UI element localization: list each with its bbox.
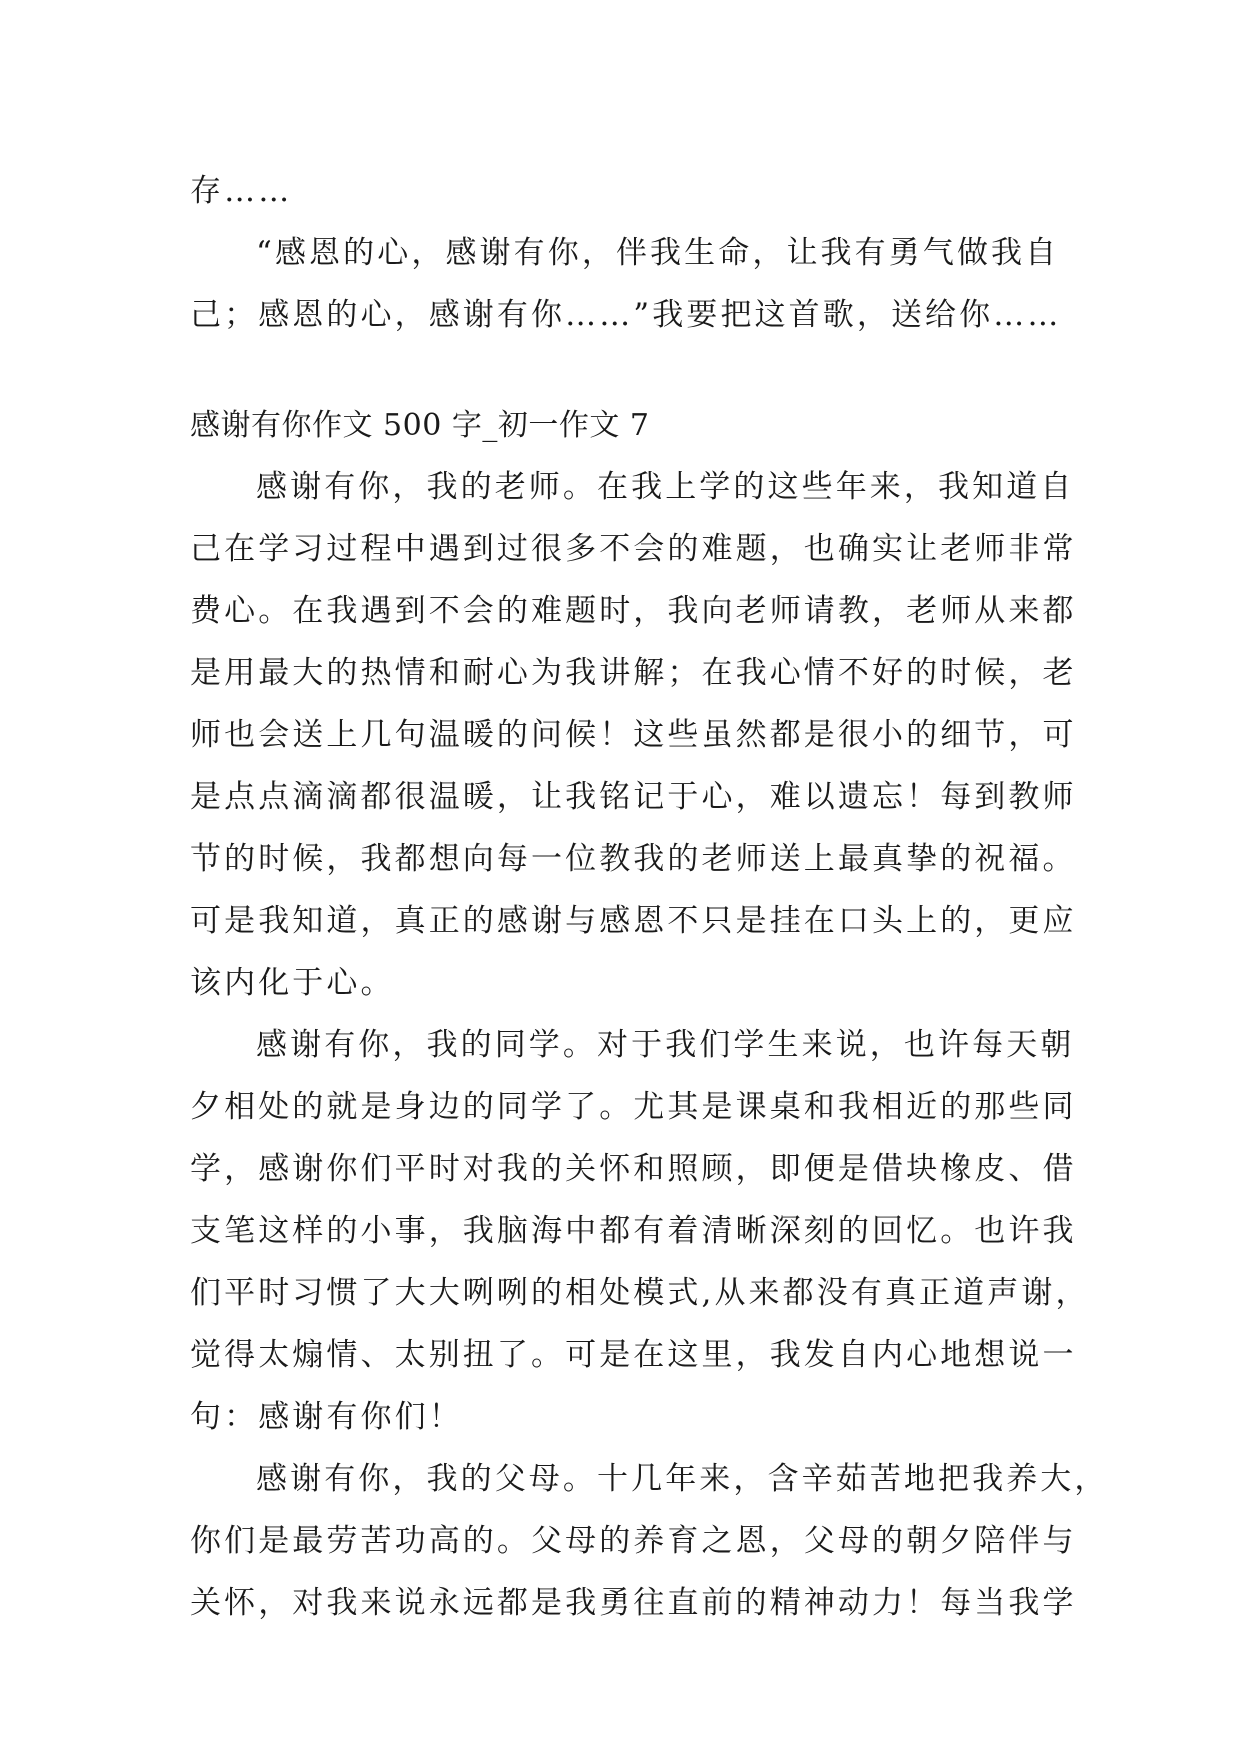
- text-line: 己；感恩的心，感谢有你……”我要把这首歌，送给你……: [190, 297, 1062, 333]
- text-line: 你们是最劳苦功高的。父母的养育之恩，父母的朝夕陪伴与: [190, 1523, 1077, 1559]
- text-line: 夕相处的就是身边的同学了。尤其是课桌和我相近的那些同: [190, 1089, 1077, 1125]
- text-line: 感谢有你，我的老师。在我上学的这些年来，我知道自: [256, 469, 1075, 505]
- text-line: 们平时习惯了大大咧咧的相处模式,从来都没有真正道声谢，: [190, 1275, 1090, 1311]
- song-paragraph: [190, 222, 1060, 346]
- paragraph-teacher: [190, 456, 1077, 1014]
- text-line: 感谢有你，我的父母。十几年来，含辛茹苦地把我养大，: [256, 1461, 1109, 1497]
- text-line: 存……: [190, 173, 293, 209]
- paragraph-classmates: [190, 1014, 1090, 1448]
- text-line: 节的时候，我都想向每一位教我的老师送上最真挚的祝福。: [190, 841, 1077, 877]
- text-line: “感恩的心，感谢有你，伴我生命，让我有勇气做我自: [256, 235, 1060, 271]
- text-line: 师也会送上几句温暖的问候！这些虽然都是很小的细节，可: [190, 717, 1077, 753]
- text-line: 可是我知道，真正的感谢与感恩不只是挂在口头上的，更应: [190, 903, 1077, 939]
- text-line: 感谢有你，我的同学。对于我们学生来说，也许每天朝: [256, 1027, 1075, 1063]
- paragraph-parents: [190, 1448, 1109, 1634]
- text-line: 关怀，对我来说永远都是我勇往直前的精神动力！每当我学: [190, 1585, 1077, 1621]
- text-line: 是用最大的热情和耐心为我讲解；在我心情不好的时候，老: [190, 655, 1077, 691]
- text-line: 学，感谢你们平时对我的关怀和照顾，即便是借块橡皮、借: [190, 1151, 1077, 1187]
- document-page: [190, 160, 1109, 1634]
- section-gap: [190, 346, 1060, 396]
- text-line: 是点点滴滴都很温暖，让我铭记于心，难以遗忘！每到教师: [190, 779, 1077, 815]
- text-line: 该内化于心。: [190, 965, 395, 1001]
- text-line: 支笔这样的小事，我脑海中都有着清晰深刻的回忆。也许我: [190, 1213, 1077, 1249]
- text-line: 己在学习过程中遇到过很多不会的难题，也确实让老师非常: [190, 531, 1077, 567]
- text-line: 句：感谢有你们！: [190, 1399, 463, 1435]
- text-line: 费心。在我遇到不会的难题时，我向老师请教，老师从来都: [190, 593, 1077, 629]
- section-title: 感谢有你作文 500 字_初一作文 7: [190, 408, 650, 443]
- text-line: 觉得太煽情、太别扭了。可是在这里，我发自内心地想说一: [190, 1337, 1077, 1373]
